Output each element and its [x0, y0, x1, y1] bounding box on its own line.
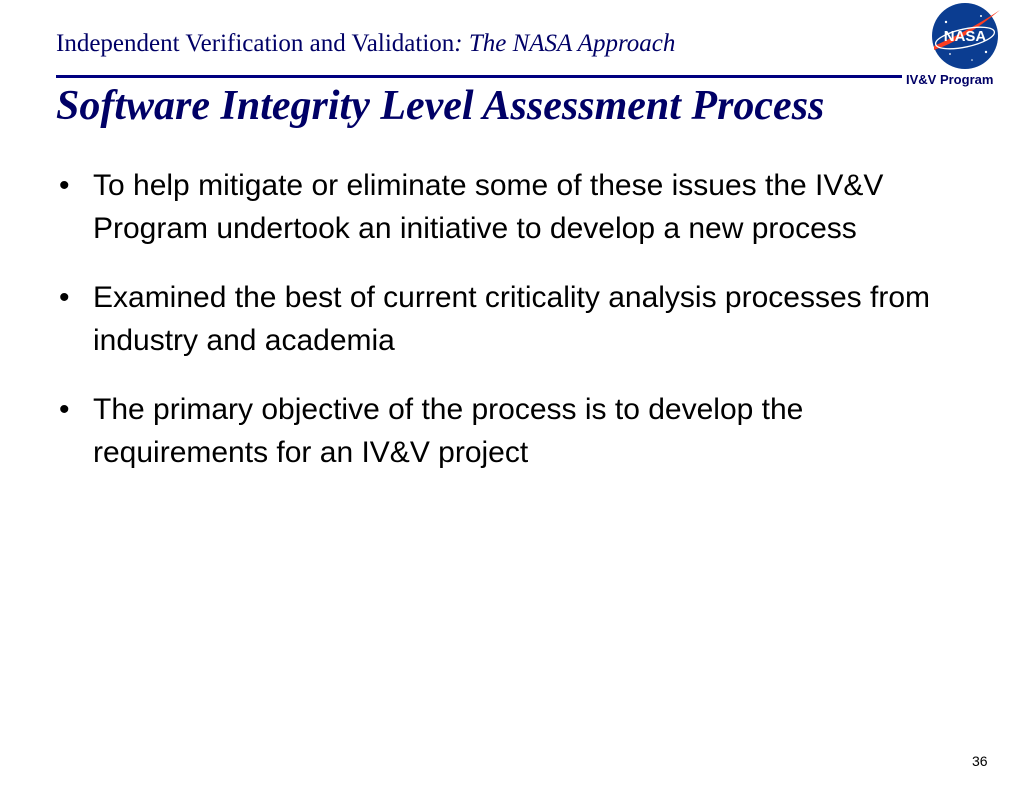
bullet-item — [56, 388, 976, 474]
bullet-text: The primary objective of the process is to develop the requirements for an IV&V project — [93, 393, 804, 469]
bullet-item — [56, 276, 976, 362]
bullet-item — [56, 164, 976, 250]
header-rule — [56, 75, 902, 78]
bullet-list — [56, 164, 976, 500]
bullet-text: To help mitigate or eliminate some of these issues the IV&V Program undertook an initiative to develop a new process — [93, 169, 884, 245]
nasa-logo-icon — [926, 0, 1004, 72]
header-title-main: Independent Verification and Validation — [56, 30, 455, 57]
bullet-text: Examined the best of current criticality analysis processes from industry and academia — [93, 281, 930, 357]
nasa-logo-text: NASA — [943, 28, 987, 45]
bullet-icon: • — [59, 393, 70, 426]
program-label: IV&V Program — [906, 72, 994, 87]
page-number: 36 — [972, 753, 988, 769]
header-title — [56, 30, 675, 58]
bullet-icon: • — [59, 169, 70, 202]
slide-title: Software Integrity Level Assessment Process — [56, 83, 825, 129]
header-title-subtitle: : The NASA Approach — [454, 30, 676, 57]
bullet-icon: • — [59, 281, 70, 314]
